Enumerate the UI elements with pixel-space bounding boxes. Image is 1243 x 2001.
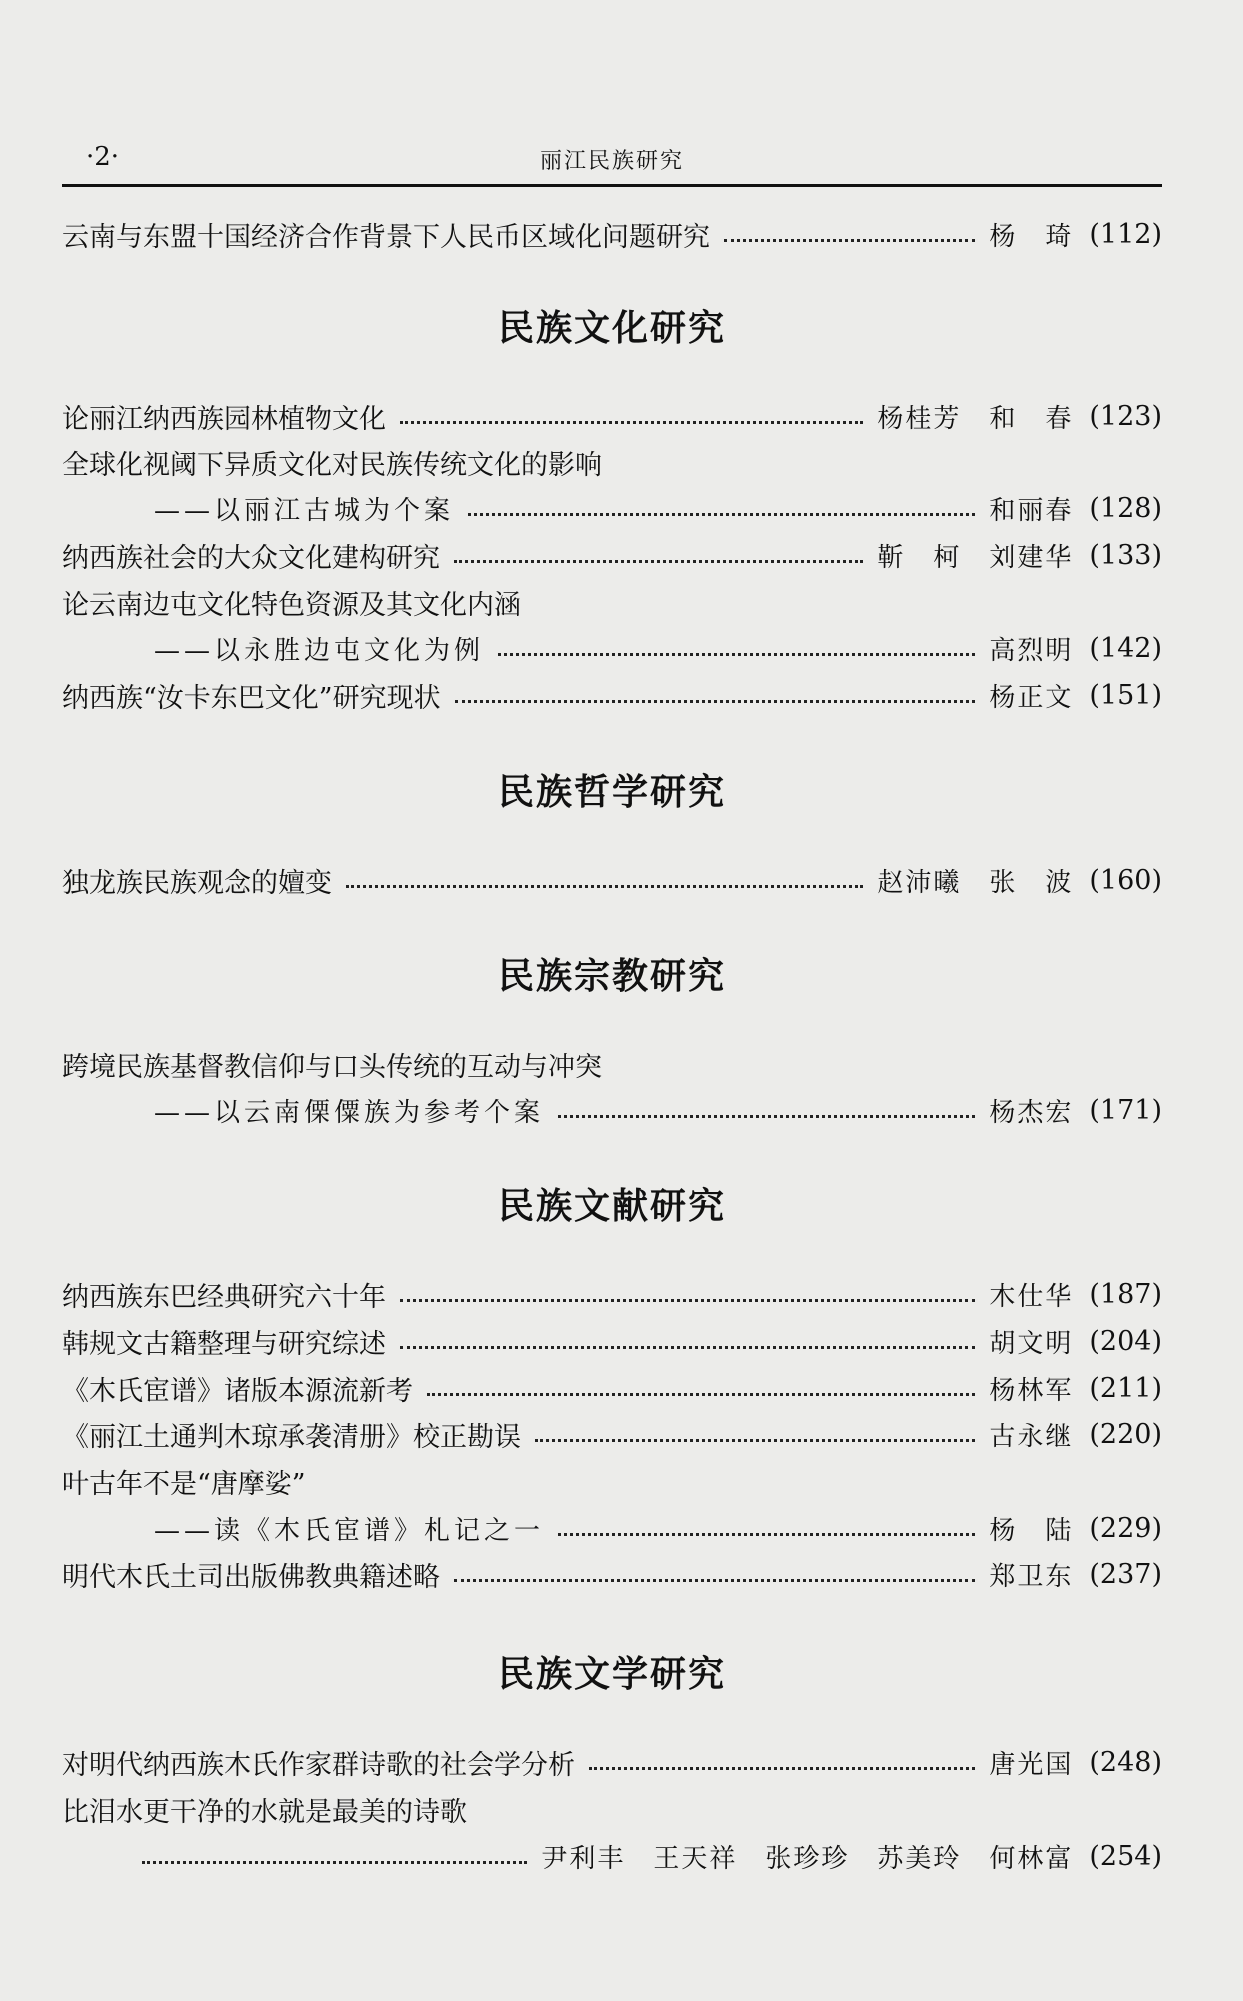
toc-entry: [62, 212, 1162, 256]
toc-entry-title-line: [62, 1459, 1162, 1503]
entry-page: (229): [1089, 1512, 1162, 1544]
toc-entry: [62, 626, 1162, 670]
toc-entry: [62, 1552, 1162, 1596]
entry-title: 比泪水更干净的水就是最美的诗歌: [62, 1796, 467, 1828]
toc-entry: [62, 486, 1162, 530]
entry-page: (151): [1089, 679, 1162, 711]
dot-leader: [346, 885, 863, 888]
entry-author: 古永继: [989, 1421, 1074, 1452]
toc-entry: [62, 1506, 1162, 1550]
running-title: 丽江民族研究: [540, 149, 685, 174]
entry-page: (171): [1089, 1094, 1162, 1126]
entry-author: 郑卫东: [989, 1561, 1074, 1592]
entry-author: 杨 琦: [989, 221, 1074, 252]
entry-author: 胡文明: [989, 1328, 1074, 1359]
page-header: [62, 138, 1162, 182]
entry-title: 对明代纳西族木氏作家群诗歌的社会学分析: [62, 1749, 575, 1781]
dot-leader: [455, 700, 976, 703]
toc-entry: [62, 858, 1162, 902]
toc-entry: [62, 394, 1162, 438]
dot-leader: [558, 1533, 975, 1536]
entry-page: (123): [1089, 400, 1162, 432]
page-number: ·2·: [86, 142, 120, 172]
entry-title: 纳西族东巴经典研究六十年: [62, 1281, 386, 1313]
entry-page: (142): [1089, 632, 1162, 664]
dot-leader: [454, 1579, 975, 1582]
entry-title: 论云南边屯文化特色资源及其文化内涵: [62, 589, 521, 621]
toc-entry: [62, 1740, 1162, 1784]
toc-entry: [62, 1366, 1162, 1410]
section-heading: 民族宗教研究: [497, 956, 726, 997]
entry-page: (187): [1089, 1278, 1162, 1310]
entry-subtitle: ——以丽江古城为个案: [154, 495, 455, 526]
toc-entry: [62, 1834, 1162, 1878]
entry-title: 云南与东盟十国经济合作背景下人民币区域化问题研究: [62, 221, 710, 253]
entry-author: 杨 陆: [989, 1515, 1074, 1546]
entry-page: (211): [1089, 1372, 1162, 1404]
entry-title: 全球化视阈下异质文化对民族传统文化的影响: [62, 449, 602, 481]
entry-author: 杨杰宏: [989, 1097, 1074, 1128]
entry-author: 杨林军: [989, 1375, 1074, 1406]
dot-leader: [427, 1393, 975, 1396]
dot-leader: [558, 1115, 975, 1118]
entry-author: 唐光国: [989, 1749, 1074, 1780]
dot-leader: [535, 1439, 975, 1442]
dot-leader: [454, 560, 863, 563]
entry-author: 尹利丰 王天祥 张珍珍 苏美玲 何林富: [541, 1843, 1074, 1874]
entry-page: (133): [1089, 539, 1162, 571]
entry-title: 纳西族“汝卡东巴文化”研究现状: [62, 682, 441, 714]
entry-page: (112): [1089, 218, 1162, 250]
entry-page: (220): [1089, 1418, 1162, 1450]
dot-leader: [142, 1861, 527, 1864]
entry-page: (254): [1089, 1840, 1162, 1872]
toc-entry-title-line: [62, 440, 1162, 484]
entry-page: (248): [1089, 1746, 1162, 1778]
toc-entry: [62, 533, 1162, 577]
dot-leader: [400, 1299, 975, 1302]
dot-leader: [498, 653, 975, 656]
entry-title: 叶古年不是“唐摩娑”: [62, 1468, 306, 1500]
section-heading: 民族文学研究: [497, 1654, 726, 1695]
entry-title: 纳西族社会的大众文化建构研究: [62, 542, 440, 574]
entry-title: 《木氏宦谱》诸版本源流新考: [62, 1375, 413, 1407]
entry-title: 独龙族民族观念的嬗变: [62, 867, 332, 899]
toc-entry-title-line: [62, 580, 1162, 624]
entry-author: 杨桂芳 和 春: [877, 403, 1074, 434]
toc-entry: [62, 1412, 1162, 1456]
toc-entry-title-line: [62, 1042, 1162, 1086]
entry-author: 靳 柯 刘建华: [877, 542, 1074, 573]
entry-author: 高烈明: [989, 635, 1074, 666]
dot-leader: [724, 239, 975, 242]
header-rule: [62, 184, 1162, 187]
entry-title: 《丽江土通判木琼承袭清册》校正勘误: [62, 1421, 521, 1453]
dot-leader: [468, 513, 975, 516]
toc-entry: [62, 673, 1162, 717]
section-heading: 民族文献研究: [497, 1186, 726, 1227]
entry-page: (237): [1089, 1558, 1162, 1590]
entry-page: (160): [1089, 864, 1162, 896]
section-heading: 民族哲学研究: [497, 772, 726, 813]
toc-entry: [62, 1088, 1162, 1132]
entry-subtitle: ——以云南傈僳族为参考个案: [154, 1097, 545, 1128]
entry-subtitle: ——读《木氏宦谱》札记之一: [154, 1515, 545, 1546]
entry-page: (128): [1089, 492, 1162, 524]
toc-entry-title-line: [62, 1787, 1162, 1831]
entry-subtitle: ——以永胜边屯文化为例: [154, 635, 485, 666]
toc-entry: [62, 1319, 1162, 1363]
dot-leader: [400, 421, 863, 424]
entry-title: 跨境民族基督教信仰与口头传统的互动与冲突: [62, 1051, 602, 1083]
entry-author: 赵沛曦 张 波: [877, 867, 1074, 898]
entry-author: 木仕华: [989, 1281, 1074, 1312]
entry-page: (204): [1089, 1325, 1162, 1357]
entry-author: 杨正文: [989, 682, 1074, 713]
section-heading: 民族文化研究: [497, 308, 726, 349]
dot-leader: [400, 1346, 975, 1349]
entry-title: 明代木氏土司出版佛教典籍述略: [62, 1561, 440, 1593]
toc-entry: [62, 1272, 1162, 1316]
dot-leader: [589, 1767, 975, 1770]
entry-author: 和丽春: [989, 495, 1074, 526]
entry-title: 论丽江纳西族园林植物文化: [62, 403, 386, 435]
entry-title: 韩规文古籍整理与研究综述: [62, 1328, 386, 1360]
